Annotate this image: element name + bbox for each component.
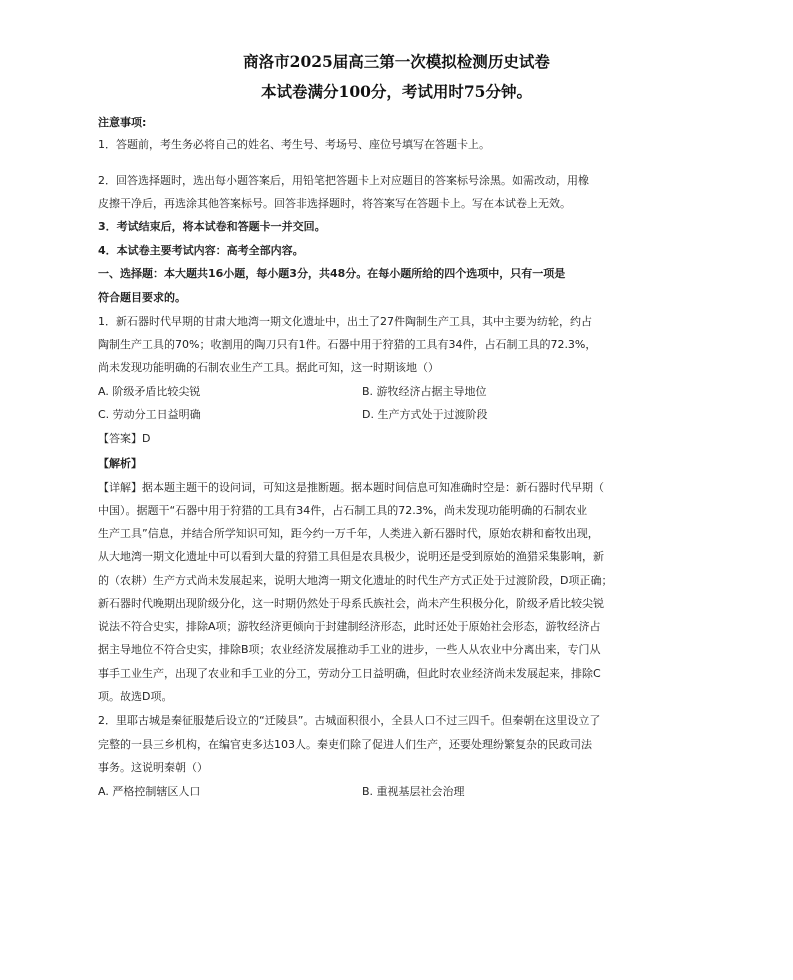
q1-detail-line: 说法不符合史实，排除A项；游牧经济更倾向于封建制经济形态，此时还处于原始社会形态，游牧经济占 [98, 620, 601, 633]
q1-detail-line: 新石器时代晚期出现阶级分化，这一时期仍然处于母系氏族社会，尚未产生积极分化，阶级矛盾比较尖锐 [98, 597, 604, 610]
notice-item-4: 4．本试卷主要考试内容：高考全部内容。 [98, 244, 304, 257]
notice-heading: 注意事项: [98, 116, 147, 129]
q1-stem-line-3: 尚未发现功能明确的石制农业生产工具。据此可知，这一时期该地（） [98, 361, 439, 374]
section-1-heading-line-1: 一、选择题：本大题共16小题，每小题3分，共48分。在每小题所给的四个选项中，只有一项是 [98, 267, 566, 280]
q1-detail-line: 从大地湾一期文化遗址中可以看到大量的狩猎工具但是农具极少，说明还是受到原始的渔猎采集影响，新 [98, 550, 604, 563]
notice-item-1: 1．答题前，考生务必将自己的姓名、考生号、考场号、座位号填写在答题卡上。 [98, 138, 490, 151]
section-1-heading-line-2: 符合题目要求的。 [98, 291, 186, 304]
q2-stem-line-2: 完整的一县三乡机构，在编官吏多达103人。秦吏们除了促进人们生产，还要处理纷繁复杂的民政司法 [98, 738, 592, 751]
q1-option-d: D. 生产方式处于过渡阶段 [362, 408, 488, 421]
q1-detail-line: 据主导地位不符合史实，排除B项；农业经济发展推动手工业的进步，一些人从农业中分离出来，专门从 [98, 643, 601, 656]
document-title: 商洛市2025届高三第一次模拟检测历史试卷 [243, 52, 550, 71]
q1-option-b: B. 游牧经济占据主导地位 [362, 385, 487, 398]
q2-stem-line-3: 事务。这说明秦朝（） [98, 761, 208, 774]
q1-analysis-label: 【解析】 [98, 457, 142, 470]
q1-detail-line: 中国）。据题干“石器中用于狩猎的工具有34件，占石制工具的72.3%，尚未发现功能明确的石制农业 [98, 504, 588, 517]
notice-item-2-line-1: 2．回答选择题时，选出每小题答案后，用铅笔把答题卡上对应题目的答案标号涂黑。如需改动，用橡 [98, 174, 589, 187]
q1-detail-line: 【详解】据本题主题干的设问词，可知这是推断题。据本题时间信息可知准确时空是：新石器时代早期（ [98, 481, 604, 494]
q2-stem-line-1: 2．里耶古城是秦征服楚后设立的“迁陵县”。古城面积很小，全县人口不过三四千。但秦朝在这里设立了 [98, 714, 601, 727]
notice-item-2-line-2: 皮擦干净后，再选涂其他答案标号。回答非选择题时，将答案写在答题卡上。写在本试卷上无效。 [98, 197, 571, 210]
q1-answer: 【答案】D [98, 432, 151, 445]
q2-option-b: B. 重视基层社会治理 [362, 785, 465, 798]
q1-detail-line: 的（农耕）生产方式尚未发展起来，说明大地湾一期文化遗址的时代生产方式正处于过渡阶段，D项正确； [98, 574, 613, 587]
q1-detail-line: 事手工业生产，出现了农业和手工业的分工，劳动分工日益明确，但此时农业经济尚未发展起来，排除C [98, 667, 601, 680]
document-subtitle: 本试卷满分100分，考试用时75分钟。 [261, 82, 532, 101]
q1-option-a: A. 阶级矛盾比较尖锐 [98, 385, 201, 398]
notice-item-3: 3．考试结束后，将本试卷和答题卡一并交回。 [98, 220, 326, 233]
q1-stem-line-1: 1．新石器时代早期的甘肃大地湾一期文化遗址中，出土了27件陶制生产工具，其中主要为纺轮，约占 [98, 315, 592, 328]
q2-option-a: A. 严格控制辖区人口 [98, 785, 201, 798]
q1-detail-line: 生产工具”信息，并结合所学知识可知，距今约一万千年，人类进入新石器时代，原始农耕和畜牧出现， [98, 527, 599, 540]
q1-option-c: C. 劳动分工日益明确 [98, 408, 201, 421]
q1-detail-line: 项。故选D项。 [98, 690, 173, 703]
q1-stem-line-2: 陶制生产工具的70%；收割用的陶刀只有1件。石器中用于狩猎的工具有34件，占石制工具的72.3%， [98, 338, 597, 351]
